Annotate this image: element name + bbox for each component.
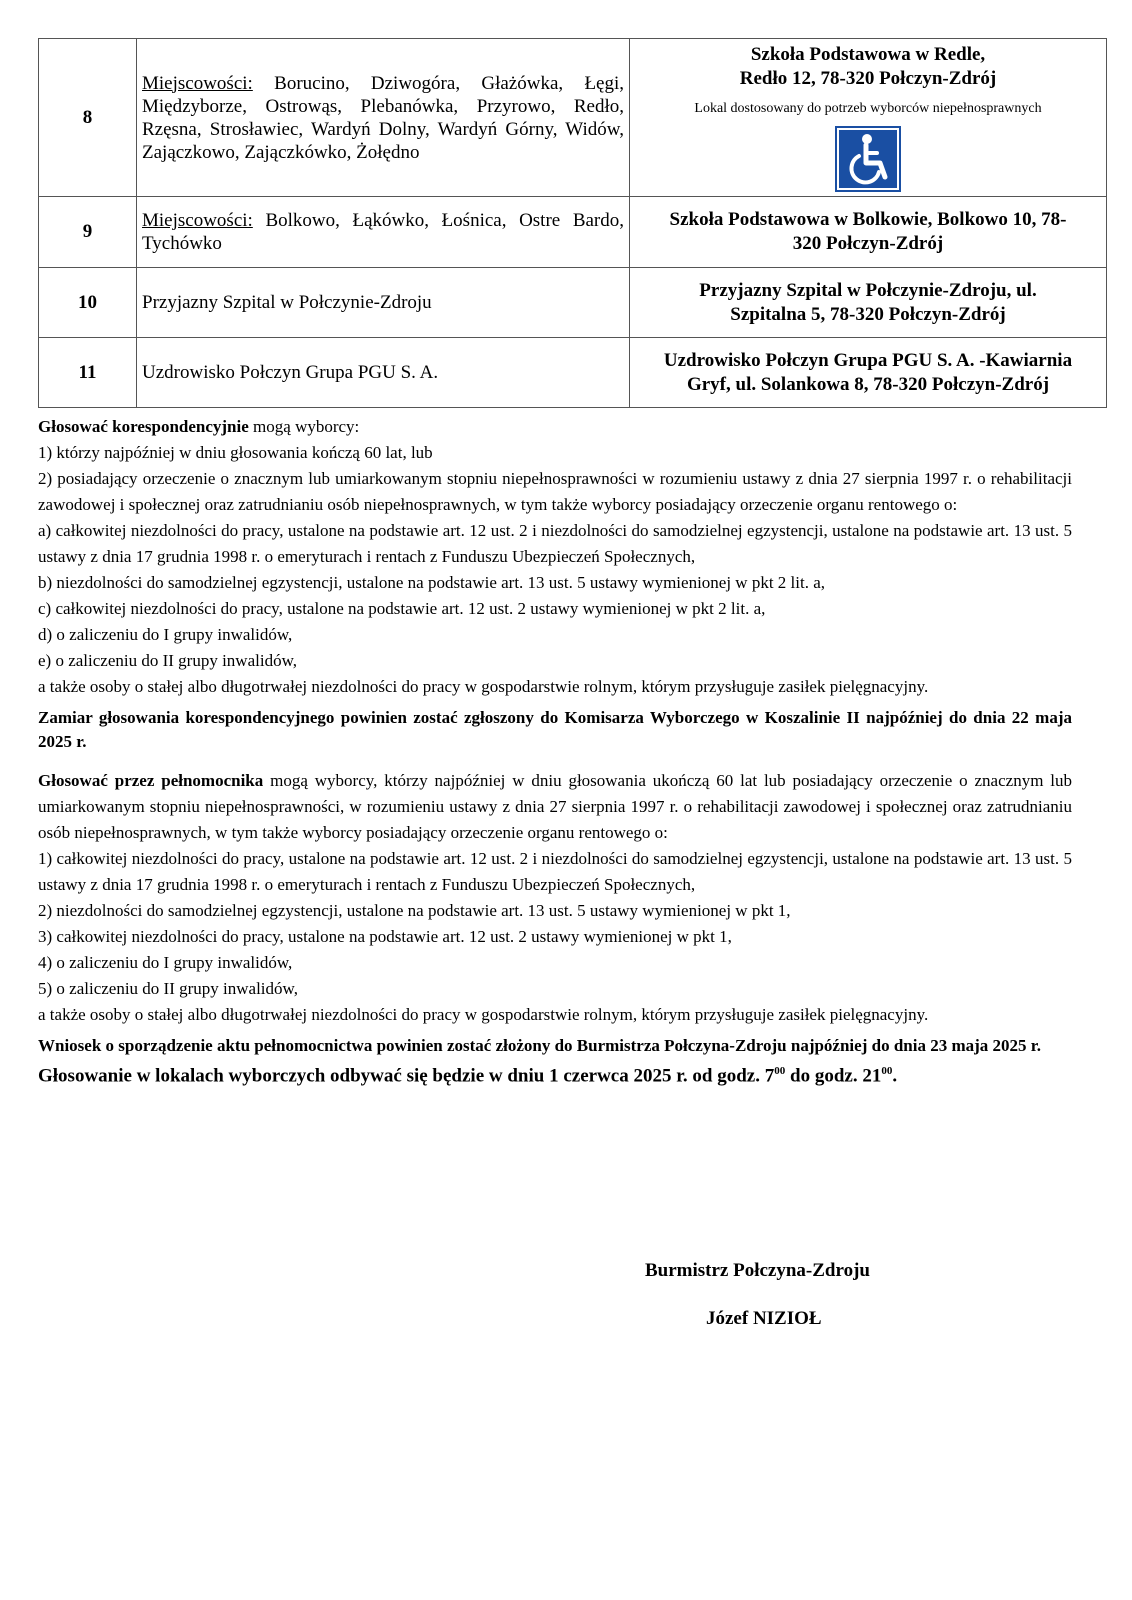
district-number: 9 <box>39 197 137 268</box>
table-row <box>39 268 1107 338</box>
notice-body <box>38 414 1072 1089</box>
district-area <box>137 338 630 408</box>
correspondence-deadline: Zamiar głosowania korespondencyjnego powinien zostać zgłoszony do Komisarza Wyborczego w Koszalinie II najpóźniej do dnia 22 maja 2025 r. <box>38 708 1072 751</box>
list-item: 1) całkowitej niezdolności do pracy, ustalone na podstawie art. 12 ust. 2 i niezdolności do samodzielnej egzystencji, ustalone na podstawie art. 13 ust. 5 ustawy z dnia 17 grudnia 1998 r. o emeryturach i rentach z Funduszu Ubezpieczeń Społecznych, <box>38 849 1072 894</box>
accessibility-note: Lokal dostosowany do potrzeb wyborców niepełnosprawnych <box>694 101 1042 116</box>
polling-location <box>630 39 1107 197</box>
signature-title: Burmistrz Połczyna-Zdroju <box>645 1260 870 1281</box>
list-item: 3) całkowitej niezdolności do pracy, ustalone na podstawie art. 12 ust. 2 ustawy wymienionej w pkt 1, <box>38 927 732 946</box>
location-line-2: Szpitalna 5, 78-320 Połczyn-Zdrój <box>730 303 1006 325</box>
location-line-2: Gryf, ul. Solankowa 8, 78-320 Połczyn-Zdrój <box>686 373 1050 395</box>
location-line-1: Szkoła Podstawowa w Bolkowie, Bolkowo 10, 78- <box>669 209 1067 230</box>
signature-name: Józef NIZIOŁ <box>706 1308 822 1329</box>
closing-minutes: 00 <box>881 1065 893 1077</box>
correspondence-intro <box>38 414 1072 440</box>
location-line-2: 320 Połczyn-Zdrój <box>792 233 944 254</box>
table-row <box>39 338 1107 408</box>
district-number: 8 <box>39 39 137 197</box>
wheelchair-icon <box>835 126 901 192</box>
list-item: a) całkowitej niezdolności do pracy, ustalone na podstawie art. 12 ust. 2 i niezdolności do samodzielnej egzystencji, ustalone na podstawie art. 13 ust. 5 ustawy z dnia 17 grudnia 1998 r. o emeryturach i rentach z Funduszu Ubezpieczeń Społecznych, <box>38 521 1072 566</box>
opening-minutes: 00 <box>774 1065 786 1077</box>
proxy-intro-text: mogą wyborcy, którzy najpóźniej w dniu głosowania ukończą 60 lat lub posiadający orzeczenie o znacznym lub umiarkowanym stopniu niepełnosprawności, w rozumieniu ustawy z dnia 27 sierpnia 1997 r. o rehabilitacji zawodowej i społecznej oraz zatrudnianiu osób niepełnosprawnych, w tym także wyborcy posiadający orzeczenie organu rentowego o: <box>38 771 1072 842</box>
table-row <box>39 39 1107 197</box>
list-item: c) całkowitej niezdolności do pracy, ustalone na podstawie art. 12 ust. 2 ustawy wymienionej w pkt 2 lit. a, <box>38 599 766 618</box>
correspondence-heading: Głosować korespondencyjnie <box>38 417 249 436</box>
area-text: Bolkowo, Łąkówko, Łośnica, Ostre Bardo, Tychówko <box>142 210 625 254</box>
area-label: Miejscowości: <box>142 210 253 231</box>
list-item: b) niezdolności do samodzielnej egzystencji, ustalone na podstawie art. 13 ust. 5 ustawy wymienionej w pkt 2 lit. a, <box>38 573 826 592</box>
proxy-heading: Głosować przez pełnomocnika <box>38 771 264 790</box>
list-item: 2) niezdolności do samodzielnej egzystencji, ustalone na podstawie art. 13 ust. 5 ustawy wymienionej w pkt 1, <box>38 901 791 920</box>
proxy-deadline: Wniosek o sporządzenie aktu pełnomocnictwa powinien zostać złożony do Burmistrza Połczyna-Zdroju najpóźniej do dnia 23 maja 2025 r. <box>38 1036 1042 1055</box>
voting-hours-middle: do godz. 21 <box>785 1065 882 1087</box>
correspondence-intro-text: mogą wyborcy: <box>253 417 360 436</box>
district-area <box>137 39 630 197</box>
polling-location <box>630 338 1107 408</box>
list-item: 5) o zaliczeniu do II grupy inwalidów, <box>38 979 298 998</box>
list-item: 1) którzy najpóźniej w dniu głosowania kończą 60 lat, lub <box>38 443 433 462</box>
polling-location <box>630 268 1107 338</box>
area-label: Miejscowości: <box>142 72 253 94</box>
list-item: a także osoby o stałej albo długotrwałej niezdolności do pracy w gospodarstwie rolnym, którym przysługuje zasiłek pielęgnacyjny. <box>38 1005 929 1024</box>
location-line-1: Szkoła Podstawowa w Redle, <box>750 44 986 65</box>
district-number: 11 <box>39 338 137 408</box>
list-item: a także osoby o stałej albo długotrwałej niezdolności do pracy w gospodarstwie rolnym, którym przysługuje zasiłek pielęgnacyjny. <box>38 677 929 696</box>
voting-hours-end: . <box>892 1065 898 1087</box>
list-item: 2) posiadający orzeczenie o znacznym lub umiarkowanym stopniu niepełnosprawności w rozumieniu ustawy z dnia 27 sierpnia 1997 r. o rehabilitacji zawodowej i społecznej oraz zatrudnianiu osób niepełnosprawnych, w tym także wyborcy posiadający orzeczenie organu rentowego o: <box>38 469 1072 514</box>
location-line-1: Uzdrowisko Połczyn Grupa PGU S. A. -Kawiarnia <box>663 349 1073 371</box>
list-item: e) o zaliczeniu do II grupy inwalidów, <box>38 651 298 670</box>
list-item: 4) o zaliczeniu do I grupy inwalidów, <box>38 953 293 972</box>
polling-location <box>630 197 1107 268</box>
list-item: d) o zaliczeniu do I grupy inwalidów, <box>38 625 293 644</box>
table-row <box>39 197 1107 268</box>
location-line-2: Redło 12, 78-320 Połczyn-Zdrój <box>739 68 997 89</box>
proxy-intro <box>38 768 1072 846</box>
district-area <box>137 197 630 268</box>
polling-districts-table <box>38 38 1107 408</box>
voting-hours <box>38 1058 1072 1089</box>
area-text: Przyjazny Szpital w Połczynie-Zdroju <box>142 292 432 313</box>
area-text: Borucino, Dziwogóra, Głażówka, Łęgi, Międzyborze, Ostrowąs, Plebanówka, Przyrowo, Redło, Rzęsna, Strosławiec, Wardyń Dolny, Wardyń Górny, Widów, Zajączkowo, Zajączkówko, Żołędno <box>142 72 625 163</box>
area-text: Uzdrowisko Połczyn Grupa PGU S. A. <box>142 362 439 383</box>
location-line-1: Przyjazny Szpital w Połczynie-Zdroju, ul. <box>699 279 1037 301</box>
district-area <box>137 268 630 338</box>
district-number: 10 <box>39 268 137 338</box>
voting-hours-text: Głosowanie w lokalach wyborczych odbywać się będzie w dniu 1 czerwca 2025 r. od godz. 7 <box>38 1065 775 1087</box>
